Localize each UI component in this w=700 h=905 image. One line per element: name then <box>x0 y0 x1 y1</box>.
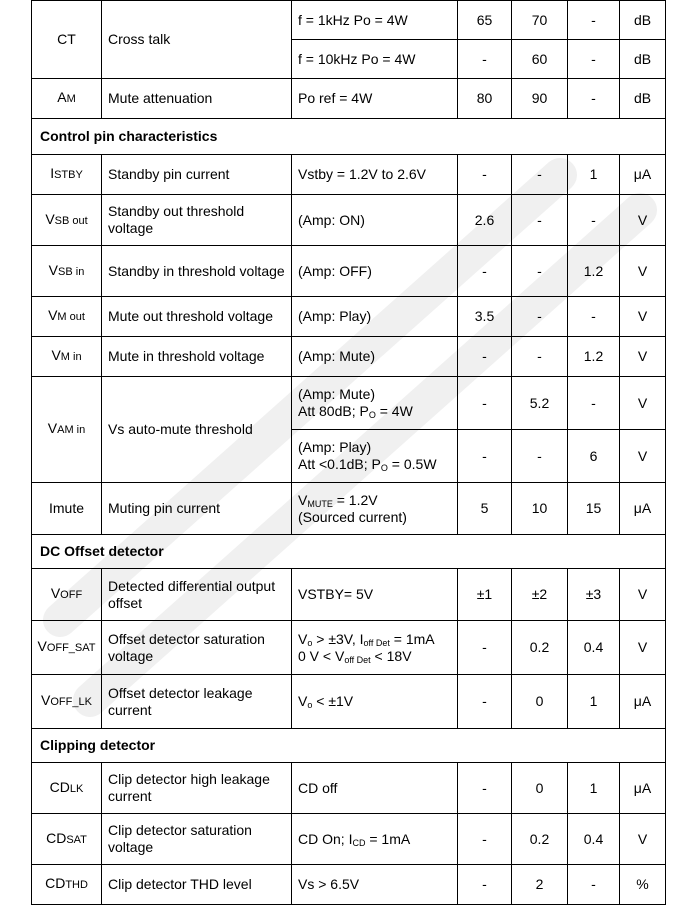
parameter-cell: Standby in threshold voltage <box>102 246 292 297</box>
typ-cell: 90 <box>512 79 568 119</box>
unit-cell: V <box>620 297 666 337</box>
min-cell: - <box>458 337 512 377</box>
min-cell: - <box>458 377 512 430</box>
symbol-cell: CDLK <box>32 763 102 814</box>
unit-cell: dB <box>620 1 666 40</box>
unit-cell: V <box>620 195 666 246</box>
min-cell: 65 <box>458 1 512 40</box>
typ-cell: 60 <box>512 40 568 79</box>
condition-cell: Po ref = 4W <box>292 79 458 119</box>
typ-cell: 10 <box>512 483 568 535</box>
typ-cell: 0.2 <box>512 621 568 675</box>
parameter-cell: Mute in threshold voltage <box>102 337 292 377</box>
condition-cell: $V_{MUTE} = 1.2V$ (Sourced current) <box>292 483 458 535</box>
electrical-characteristics-table <box>31 0 666 905</box>
condition-cell: f = 1kHz Po = 4W <box>292 1 458 40</box>
min-cell: - <box>458 814 512 865</box>
symbol-cell: VOFF_SAT <box>32 621 102 675</box>
symbol-cell: VOFF_LK <box>32 675 102 729</box>
table-row <box>32 337 666 377</box>
section-header-row <box>32 119 666 155</box>
max-cell: - <box>568 377 620 430</box>
max-cell: 6 <box>568 430 620 483</box>
symbol-cell: VSB out <box>32 195 102 246</box>
condition-cell: VSTBY= 5V <box>292 569 458 621</box>
max-cell: ±3 <box>568 569 620 621</box>
max-cell: - <box>568 79 620 119</box>
symbol-cell: CT <box>32 1 102 79</box>
symbol-cell: AM <box>32 79 102 119</box>
min-cell: - <box>458 155 512 195</box>
typ-cell: - <box>512 246 568 297</box>
table-row <box>32 814 666 865</box>
condition-cell: (Amp: Mute) Att 80dB; $P_O = 4W$ <box>292 377 458 430</box>
symbol-cell: VM in <box>32 337 102 377</box>
condition-cell: (Amp: Play) <box>292 297 458 337</box>
typ-cell: - <box>512 297 568 337</box>
table-row <box>32 1 666 40</box>
table-row <box>32 377 666 430</box>
max-cell: 1.2 <box>568 246 620 297</box>
table-row <box>32 246 666 297</box>
max-cell: - <box>568 865 620 905</box>
typ-cell: - <box>512 155 568 195</box>
unit-cell: μA <box>620 675 666 729</box>
typ-cell: - <box>512 195 568 246</box>
section-title: Clipping detector <box>32 729 666 763</box>
min-cell: - <box>458 865 512 905</box>
unit-cell: dB <box>620 79 666 119</box>
parameter-cell: Standby out threshold voltage <box>102 195 292 246</box>
table-row <box>32 79 666 119</box>
unit-cell: V <box>620 246 666 297</box>
table-row <box>32 763 666 814</box>
typ-cell: ±2 <box>512 569 568 621</box>
min-cell: 5 <box>458 483 512 535</box>
section-title: DC Offset detector <box>32 535 666 569</box>
condition-cell: (Amp: OFF) <box>292 246 458 297</box>
parameter-cell: Standby pin current <box>102 155 292 195</box>
symbol-cell: VM out <box>32 297 102 337</box>
max-cell: - <box>568 1 620 40</box>
unit-cell: dB <box>620 40 666 79</box>
typ-cell: 0 <box>512 675 568 729</box>
parameter-cell: Muting pin current <box>102 483 292 535</box>
parameter-cell: Clip detector high leakage current <box>102 763 292 814</box>
parameter-cell: Clip detector saturation voltage <box>102 814 292 865</box>
min-cell: ±1 <box>458 569 512 621</box>
section-header-row <box>32 729 666 763</box>
unit-cell: V <box>620 377 666 430</box>
symbol-cell: Imute <box>32 483 102 535</box>
symbol-cell: CDTHD <box>32 865 102 905</box>
typ-cell: 70 <box>512 1 568 40</box>
max-cell: - <box>568 40 620 79</box>
parameter-cell: Detected differential output offset <box>102 569 292 621</box>
symbol-cell: VSB in <box>32 246 102 297</box>
parameter-cell: Offset detector leakage current <box>102 675 292 729</box>
parameter-cell: Vs auto-mute threshold <box>102 377 292 483</box>
min-cell: - <box>458 246 512 297</box>
symbol-cell: VOFF <box>32 569 102 621</box>
condition-cell: CD off <box>292 763 458 814</box>
min-cell: - <box>458 40 512 79</box>
min-cell: - <box>458 621 512 675</box>
unit-cell: μA <box>620 155 666 195</box>
table-row <box>32 865 666 905</box>
condition-cell: Vstby = 1.2V to 2.6V <box>292 155 458 195</box>
typ-cell: 5.2 <box>512 377 568 430</box>
max-cell: 0.4 <box>568 621 620 675</box>
table-row <box>32 195 666 246</box>
min-cell: - <box>458 763 512 814</box>
parameter-cell: Clip detector THD level <box>102 865 292 905</box>
condition-cell: CD On; $I_{CD} = 1mA$ <box>292 814 458 865</box>
condition-cell: (Amp: Play) Att <0.1dB; $P_O = 0.5W$ <box>292 430 458 483</box>
condition-cell: f = 10kHz Po = 4W <box>292 40 458 79</box>
unit-cell: μA <box>620 483 666 535</box>
unit-cell: μA <box>620 763 666 814</box>
unit-cell: V <box>620 569 666 621</box>
max-cell: 0.4 <box>568 814 620 865</box>
condition-cell: (Amp: Mute) <box>292 337 458 377</box>
min-cell: - <box>458 430 512 483</box>
condition-cell: $V_o < \pm 1V$ <box>292 675 458 729</box>
min-cell: 2.6 <box>458 195 512 246</box>
typ-cell: - <box>512 430 568 483</box>
max-cell: 1 <box>568 155 620 195</box>
max-cell: - <box>568 297 620 337</box>
max-cell: 1 <box>568 763 620 814</box>
table-row <box>32 483 666 535</box>
parameter-cell: Cross talk <box>102 1 292 79</box>
unit-cell: V <box>620 814 666 865</box>
unit-cell: V <box>620 430 666 483</box>
max-cell: - <box>568 195 620 246</box>
condition-cell: (Amp: ON) <box>292 195 458 246</box>
symbol-cell: ISTBY <box>32 155 102 195</box>
condition-cell: $V_o > \pm 3V$, $I_{off Det} = 1mA$ 0 $V < V_{off Det} < 18V$ <box>292 621 458 675</box>
table-row <box>32 297 666 337</box>
table-row <box>32 621 666 675</box>
unit-cell: V <box>620 621 666 675</box>
typ-cell: 0.2 <box>512 814 568 865</box>
max-cell: 1 <box>568 675 620 729</box>
typ-cell: - <box>512 337 568 377</box>
table-row <box>32 569 666 621</box>
min-cell: - <box>458 675 512 729</box>
unit-cell: % <box>620 865 666 905</box>
typ-cell: 2 <box>512 865 568 905</box>
symbol-cell: CDSAT <box>32 814 102 865</box>
min-cell: 3.5 <box>458 297 512 337</box>
symbol-cell: VAM in <box>32 377 102 483</box>
max-cell: 15 <box>568 483 620 535</box>
typ-cell: 0 <box>512 763 568 814</box>
condition-cell: Vs > 6.5V <box>292 865 458 905</box>
parameter-cell: Offset detector saturation voltage <box>102 621 292 675</box>
min-cell: 80 <box>458 79 512 119</box>
table-row <box>32 155 666 195</box>
parameter-cell: Mute attenuation <box>102 79 292 119</box>
section-title: Control pin characteristics <box>32 119 666 155</box>
parameter-cell: Mute out threshold voltage <box>102 297 292 337</box>
max-cell: 1.2 <box>568 337 620 377</box>
table-row <box>32 675 666 729</box>
unit-cell: V <box>620 337 666 377</box>
section-header-row <box>32 535 666 569</box>
